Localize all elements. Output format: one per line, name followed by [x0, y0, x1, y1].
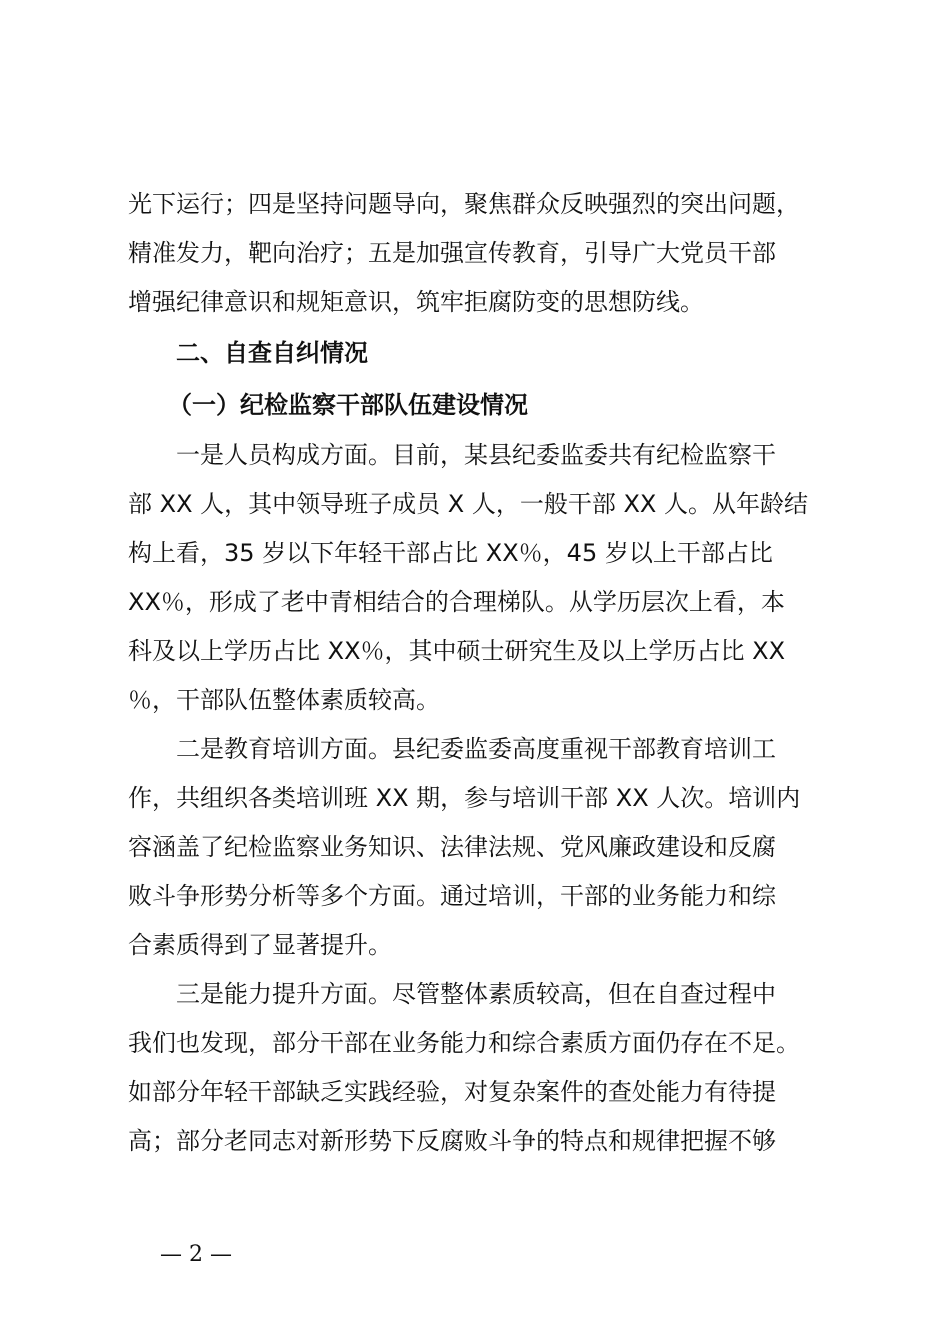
- paragraph-line: 高；部分老同志对新形势下反腐败斗争的特点和规律把握不够: [128, 1127, 776, 1155]
- paragraph-line: 三是能力提升方面。尽管整体素质较高，但在自查过程中: [176, 980, 776, 1008]
- paragraph-line: 我们也发现，部分干部在业务能力和综合素质方面仍存在不足。: [128, 1029, 800, 1057]
- text-line: 增强纪律意识和规矩意识，筑牢拒腐防变的思想防线。: [128, 288, 704, 316]
- document-body: [128, 180, 832, 1166]
- paragraph-line: ％，干部队伍整体素质较高。: [128, 686, 440, 714]
- text-line: 精准发力，靶向治疗；五是加强宣传教育，引导广大党员干部: [128, 239, 776, 267]
- paragraph-line: 部 XX 人，其中领导班子成员 X 人，一般干部 XX 人。从年龄结: [128, 490, 808, 518]
- subsection-heading: （一）纪检监察干部队伍建设情况: [168, 391, 528, 419]
- paragraph-line: 容涵盖了纪检监察业务知识、法律法规、党风廉政建设和反腐: [128, 833, 776, 861]
- paragraph-line: XX％，形成了老中青相结合的合理梯队。从学历层次上看，本: [128, 588, 785, 616]
- paragraph-line: 败斗争形势分析等多个方面。通过培训，干部的业务能力和综: [128, 882, 776, 910]
- paragraph-line: 如部分年轻干部缺乏实践经验，对复杂案件的查处能力有待提: [128, 1078, 776, 1106]
- page-number: — 2 —: [160, 1242, 232, 1267]
- section-heading: 二、自查自纠情况: [176, 339, 368, 367]
- paragraph-line: 合素质得到了显著提升。: [128, 931, 392, 959]
- paragraph-line: 作，共组织各类培训班 XX 期，参与培训干部 XX 人次。培训内: [128, 784, 801, 812]
- text-line: 光下运行；四是坚持问题导向，聚焦群众反映强烈的突出问题，: [128, 190, 800, 218]
- paragraph-line: 构上看，35 岁以下年轻干部占比 XX％，45 岁以上干部占比: [128, 539, 773, 567]
- paragraph-line: 二是教育培训方面。县纪委监委高度重视干部教育培训工: [176, 735, 776, 763]
- paragraph-line: 一是人员构成方面。目前，某县纪委监委共有纪检监察干: [176, 441, 776, 469]
- paragraph-line: 科及以上学历占比 XX％，其中硕士研究生及以上学历占比 XX: [128, 637, 786, 665]
